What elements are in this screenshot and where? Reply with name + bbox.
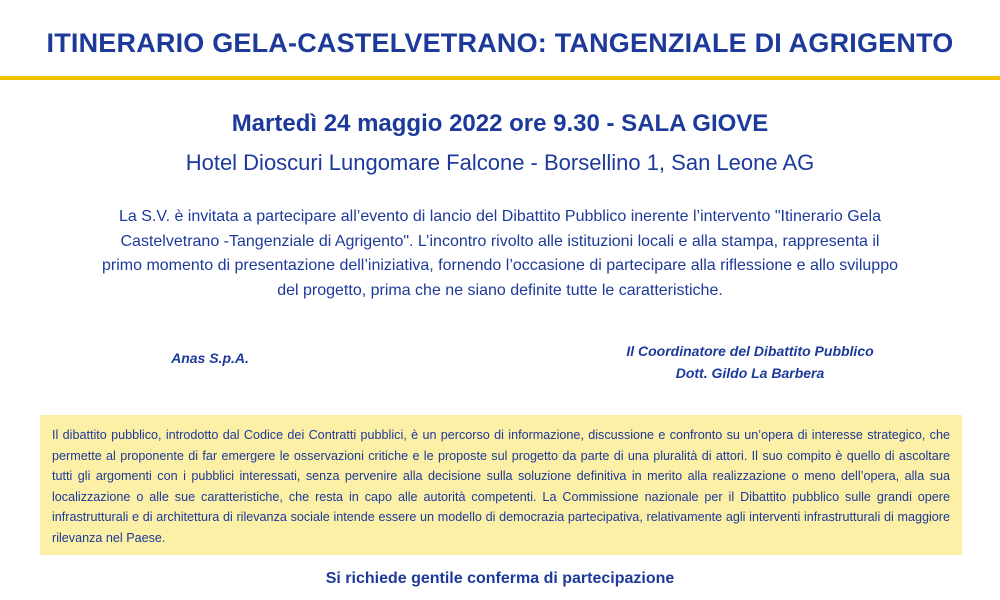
invitation-text [20,205,980,303]
event-date-line: Martedì 24 maggio 2022 ore 9.30 - SALA GIOVE [231,110,769,137]
signature-anas: Anas S.p.A. [171,350,249,366]
invitation-line: del progetto, prima che ne siano definite tutte le caratteristiche. [277,281,723,299]
coordinator-role: Il Coordinatore del Dibattito Pubblico [626,343,874,359]
info-box [40,415,962,555]
rsvp-request: Si richiede gentile conferma di partecipazione [325,570,675,587]
header-divider [0,76,1000,80]
invitation-line: primo momento di presentazione dell’iniziativa, fornendo l’occasione di partecipare alla riflessione e allo sviluppo [102,257,898,274]
event-venue-line: Hotel Dioscuri Lungomare Falcone - Borsellino 1, San Leone AG [185,150,815,175]
invitation-line: Castelvetrano -Tangenziale di Agrigento". L’incontro rivolto alle istituzioni locali e alla stampa, rappresenta il [120,232,880,250]
info-box-text: Il dibattito pubblico, introdotto dal Codice dei Contratti pubblici, è un percorso di informazione, discussione e confronto su un’opera di interesse strategico, che permette al proponente di far emergere le osservazioni critiche e le proposte sul progetto da parte di una pluralità di attori. Il suo compito è quello di ascoltare tutti gli argomenti con i pubblici interessati, senza pervenire alla decisione sulla soluzione definitiva in merito alla realizzazione o meno dell’opera, alla sua localizzazione o alle sue caratteristiche, che resta in capo alle autorità competenti. La Commissione nazionale per il Dibattito pubblico sulle grandi opere infrastrutturali e di architettura di rilevanza sociale intende essere un modello di democrazia partecipativa, relativamente agli interventi infrastrutturali di maggiore rilevanza nel Paese. [52,428,950,545]
invitation-line: La S.V. è invitata a partecipare all’evento di lancio del Dibattito Pubblico inerente l’intervento "Itinerario Gela [119,208,881,225]
coordinator-name: Dott. Gildo La Barbera [675,365,825,381]
page-title: ITINERARIO GELA-CASTELVETRANO: TANGENZIALE DI AGRIGENTO [46,28,954,58]
signature-coordinator [595,340,905,384]
